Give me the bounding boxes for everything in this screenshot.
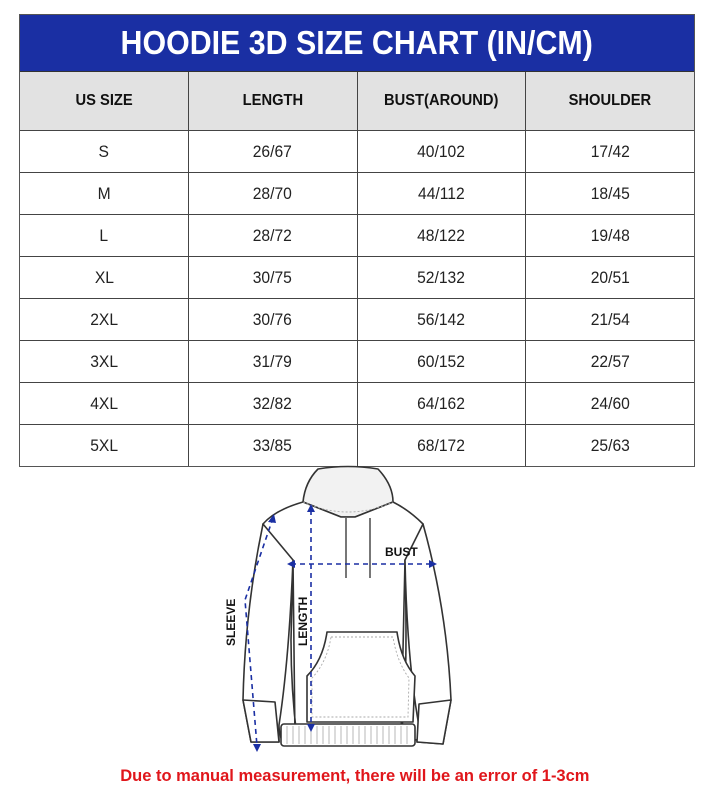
table-row [20,383,694,425]
col-header-shoulder [526,72,695,131]
cell-text: 30/76 [253,309,293,329]
cell-shoulder [526,299,695,341]
disclaimer-text: Due to manual measurement, there will be an error of 1-3cm [120,766,590,785]
cell-text: 26/67 [253,141,293,161]
cell-shoulder [526,131,695,173]
cell-text: 20/51 [590,267,630,287]
cell-text: 40/102 [417,141,466,161]
length-label: LENGTH [296,596,310,646]
table-row [20,299,694,341]
cell-text: 30/75 [253,267,293,287]
cell-text: 28/72 [253,225,293,245]
header-row [20,72,694,131]
cell-size [20,341,189,383]
cell-text: 24/60 [590,393,630,413]
hoodie-illustration-icon [215,460,475,760]
col-header-us-size [20,72,189,131]
cell-bust [357,215,526,257]
cell-size [20,425,189,467]
cell-size [20,299,189,341]
cell-text: 18/45 [590,183,630,203]
col-header-length [189,72,358,131]
chart-title-text: HOODIE 3D SIZE CHART (IN/CM) [120,24,594,61]
cell-size [20,383,189,425]
table-row [20,257,694,299]
sleeve-label: SLEEVE [224,598,238,646]
size-chart [19,14,695,467]
cell-size [20,215,189,257]
cell-text: XL [94,267,114,287]
cell-text: 31/79 [253,351,293,371]
cell-text: 52/132 [417,267,466,287]
cell-length [189,341,358,383]
bust-label: BUST [385,545,418,559]
cell-length [189,131,358,173]
cell-length [189,383,358,425]
cell-text: 28/70 [253,183,293,203]
cell-text: S [98,141,110,161]
cell-text: 64/162 [417,393,466,413]
hoodie-measurement-diagram [215,460,475,760]
cell-bust [357,173,526,215]
cell-bust [357,341,526,383]
cell-text: 68/172 [417,435,466,455]
cell-bust [357,131,526,173]
cell-text: 56/142 [417,309,466,329]
table-row [20,131,694,173]
cell-text: M [97,183,111,203]
cell-text: 60/152 [417,351,466,371]
cell-text: 25/63 [590,435,630,455]
cell-text: 17/42 [590,141,630,161]
cell-bust [357,299,526,341]
cell-size [20,173,189,215]
measurement-disclaimer [0,766,710,786]
col-header-bust [357,72,526,131]
cell-text: 33/85 [253,435,293,455]
cell-shoulder [526,383,695,425]
cell-length [189,299,358,341]
col-header-text: US SIZE [75,92,133,109]
table-row [20,341,694,383]
col-header-text: BUST(AROUND) [384,92,499,109]
cell-text: 22/57 [590,351,630,371]
table-row [20,215,694,257]
cell-text: 19/48 [590,225,630,245]
cell-text: L [99,225,109,245]
col-header-text: LENGTH [242,92,304,109]
col-header-text: SHOULDER [568,92,652,109]
chart-title [20,15,694,72]
cell-shoulder [526,425,695,467]
cell-text: 44/112 [417,183,465,203]
cell-length [189,257,358,299]
cell-shoulder [526,257,695,299]
cell-text: 32/82 [253,393,293,413]
table-row [20,173,694,215]
cell-shoulder [526,215,695,257]
size-table [20,72,694,466]
cell-size [20,131,189,173]
cell-bust [357,383,526,425]
cell-text: 2XL [90,309,118,329]
cell-length [189,215,358,257]
cell-size [20,257,189,299]
cell-text: 5XL [90,435,118,455]
cell-text: 48/122 [417,225,466,245]
cell-text: 4XL [90,393,118,413]
cell-text: 21/54 [590,309,630,329]
cell-length [189,173,358,215]
cell-shoulder [526,173,695,215]
cell-bust [357,257,526,299]
cell-shoulder [526,341,695,383]
cell-text: 3XL [90,351,118,371]
